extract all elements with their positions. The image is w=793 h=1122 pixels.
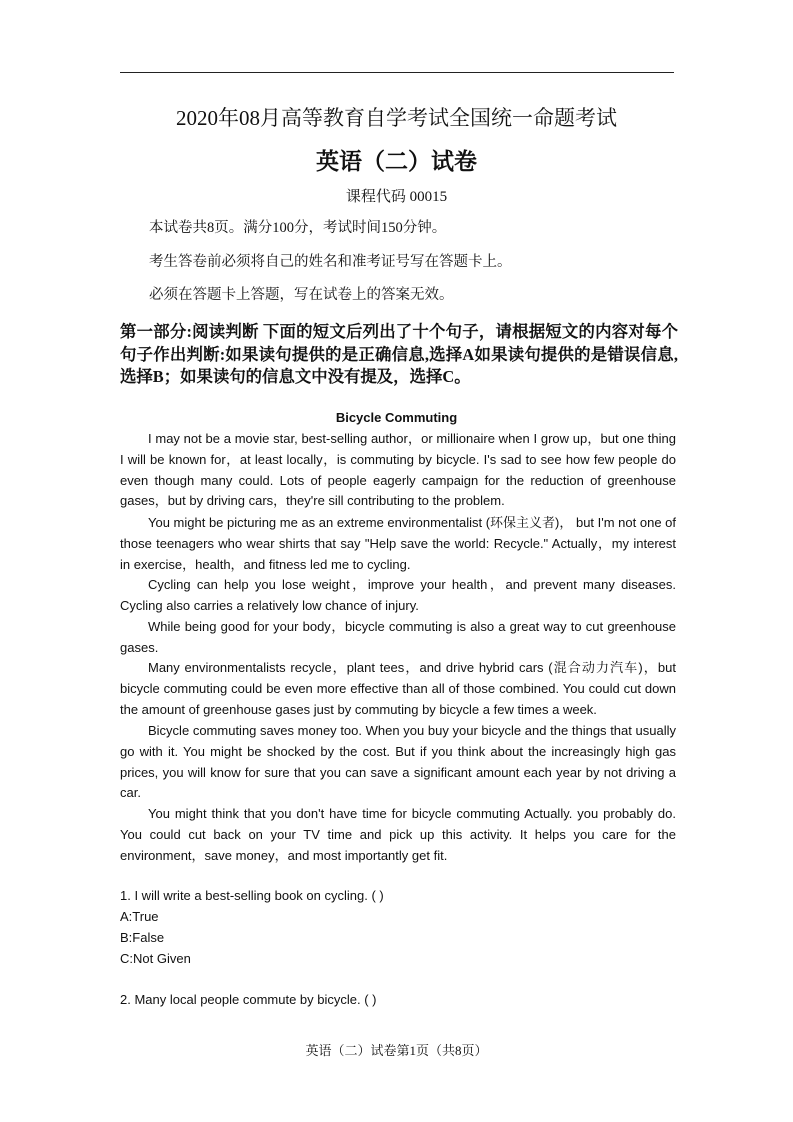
passage-paragraph xyxy=(120,617,676,659)
exam-title: 2020年08月高等教育自学考试全国统一命题考试 xyxy=(176,106,617,130)
passage-paragraph xyxy=(120,513,676,575)
passage-paragraph xyxy=(120,721,676,804)
passage-paragraph xyxy=(120,804,676,866)
question-2-stem: 2. Many local people commute by bicycle. ( ) xyxy=(120,992,377,1007)
question-1-stem: 1. I will write a best-selling book on cycling. ( ) xyxy=(120,888,384,903)
paragraph-text: You might be picturing me as an extreme environmentalist (环保主义者)， but I'm not one of those teenagers who wear shirts that say "Help save the world: Recycle." Actually，my interest in exercise，health，and fitness led me to cycling. xyxy=(120,515,677,572)
paragraph-text: Many environmentalists recycle，plant tees，and drive hybrid cars (混合动力汽车)，but bicycle commuting could be even more effective than all of those combined. You could cut down the amount of greenhouse gases just by commuting by bicycle a few times a week. xyxy=(120,660,676,717)
page-footer: 英语（二）试卷第1页（共8页） xyxy=(305,1043,488,1058)
subject-title: 英语（二）试卷 xyxy=(316,149,477,174)
notice-page-count: 本试卷共8页。满分100分，考试时间150分钟。 xyxy=(149,220,447,236)
passage-paragraph xyxy=(120,658,676,720)
paragraph-text: I may not be a movie star, best-selling author，or millionaire when I grow up，but one thing I will be known for，at least locally，is commuting by bicycle. I's sad to see how few people do even though many could. Lots of people eagerly campaign for the reduction of greenhouse gases，but by driving cars，they're sill contributing to the problem. xyxy=(120,431,676,509)
paragraph-text: You might think that you don't have time for bicycle commuting Actually. you probably do. You could cut back on your TV time and pick up this activity. It helps you care for the environment，save money，and most importantly get fit. xyxy=(120,806,676,863)
notice-answer-sheet: 必须在答题卡上答题，写在试卷上的答案无效。 xyxy=(149,287,454,303)
question-1-option-a: A:True xyxy=(120,909,159,924)
course-code: 课程代码 00015 xyxy=(345,189,448,205)
notice-name-id: 考生答卷前必须将自己的姓名和准考证号写在答题卡上。 xyxy=(149,254,512,270)
question-1-option-c: C:Not Given xyxy=(120,951,191,966)
paragraph-text: While being good for your body，bicycle commuting is also a great way to cut greenhouse gases. xyxy=(120,619,676,655)
passage-paragraph xyxy=(120,575,676,617)
part-one-heading: 第一部分:阅读判断 下面的短文后列出了十个句子，请根据短文的内容对每个句子作出判断:如果读句提供的是正确信息,选择A如果读句提供的是错误信息,选择B；如果读句的信息文中没有提及，选择C。 xyxy=(120,322,678,386)
header-rule xyxy=(120,72,674,73)
passage-title: Bicycle Commuting xyxy=(335,410,458,425)
paragraph-text: Cycling can help you lose weight，improve your health，and prevent many diseases. Cycling also carries a relatively low chance of injury. xyxy=(120,577,676,613)
question-1-option-b: B:False xyxy=(120,930,165,945)
paragraph-text: Bicycle commuting saves money too. When you buy your bicycle and the things that usually go with it. You might be shocked by the cost. But if you think about the increasingly high gas prices, you will know for sure that you can save a significant amount each year by not driving a car. xyxy=(120,723,676,801)
passage-paragraph xyxy=(120,429,676,512)
